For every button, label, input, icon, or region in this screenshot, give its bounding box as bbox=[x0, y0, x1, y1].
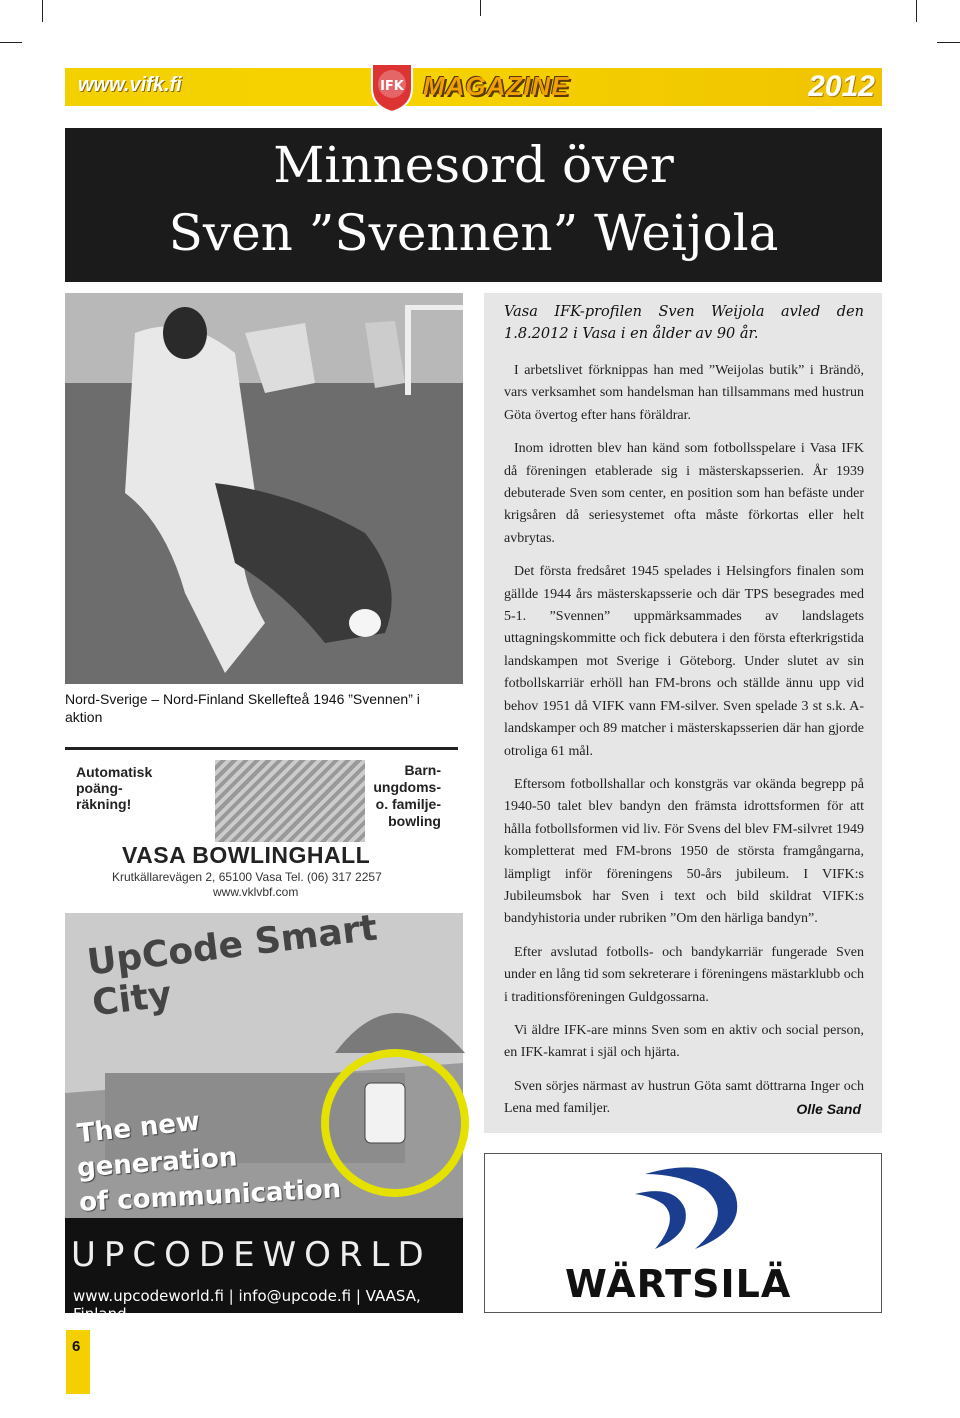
bowling-left-text: Automatisk poäng-räkning! bbox=[76, 764, 153, 812]
article-paragraph: Sven sörjes närmast av hustrun Göta samt döttrarna Inger och Lena med familjer. bbox=[504, 1078, 864, 1117]
bowling-website[interactable]: www.vklvbf.com bbox=[213, 885, 299, 899]
page-title-line2: Sven ”Svennen” Weijola bbox=[168, 204, 779, 262]
article-author: Olle Sand bbox=[796, 1101, 861, 1117]
bowling-address: Krutkällarevägen 2, 65100 Vasa Tel. (06) 317 2257 bbox=[112, 870, 382, 884]
year-label: 2012 bbox=[808, 70, 875, 103]
upcode-brand: UPCODEWORLD bbox=[71, 1235, 432, 1275]
wartsila-ad[interactable] bbox=[484, 1153, 882, 1313]
article-paragraph: Vi äldre IFK-are minns Sven som en aktiv och social person, en IFK-kamrat i själ och hjärta. bbox=[504, 1022, 864, 1061]
page-number-tab bbox=[66, 1330, 90, 1394]
upcode-tagline-2: generation bbox=[76, 1142, 239, 1184]
logo-text: IFK bbox=[380, 79, 404, 94]
article-paragraph: Efter avslutad fotbolls- och bandykarriär fungerade Sven under en lång tid som sekreterare i föreningens mästarklubb och i traditionsföreningen Guldgossarna. bbox=[504, 944, 864, 1005]
article-paragraph: Eftersom fotbollshallar och konstgräs var okända begrepp på 1940-50 talet blev bandyn den främsta idrottsformen för att hålla fotbollsformen vid liv. För Svens del blev FM-silvret 1949 kompletterat med FM-brons 1950 de största framgångarna, lämpligt inför föreningens 50-års jubileum. I VIFK:s Jubileumsbok har Sven i text och bild skildrat VIFK:s bandyhistoria under rubriken ”Om den härliga bandyn”. bbox=[504, 776, 864, 927]
photo-illustration bbox=[65, 293, 463, 684]
title-box bbox=[65, 128, 882, 282]
article-paragraph: Inom idrotten blev han känd som fotbollsspelare i Vasa IFK då föreningen etablerade sig i mästerskapsserien. År 1939 debuterade Sven som center, en position som han befäste under krigsåren då seriesystemet ofta måste förkortas eller helt avbrytas. bbox=[504, 441, 864, 546]
crop-mark bbox=[42, 0, 43, 22]
upcode-contact[interactable]: www.upcodeworld.fi | info@upcode.fi | VAASA, Finland bbox=[73, 1287, 421, 1323]
page-number: 6 bbox=[72, 1338, 81, 1355]
crop-mark bbox=[937, 42, 960, 43]
upcode-tagline-3: of communication bbox=[78, 1174, 342, 1218]
crop-mark bbox=[916, 0, 917, 22]
upcode-tagline-1: The new bbox=[75, 1106, 202, 1150]
article-lead: Vasa IFK-profilen Sven Weijola avled den 1.8.2012 i Vasa i en ålder av 90 år. bbox=[504, 304, 864, 342]
crop-mark bbox=[480, 0, 481, 16]
wartsila-name: WÄRTSILÄ bbox=[565, 1262, 792, 1306]
bowling-pins-image bbox=[215, 760, 365, 842]
bowling-hall-name: VASA BOWLINGHALL bbox=[122, 842, 371, 868]
football-photo bbox=[65, 293, 463, 684]
magazine-label: MAGAZINE bbox=[423, 71, 570, 101]
upcode-title: UpCode Smart City bbox=[85, 907, 380, 1025]
upcode-ad[interactable] bbox=[65, 907, 463, 1323]
page-title-line1: Minnesord över bbox=[273, 136, 674, 194]
crop-mark bbox=[0, 42, 22, 43]
wartsila-swoosh-icon bbox=[485, 1154, 881, 1264]
site-url[interactable]: www.vifk.fi bbox=[78, 74, 182, 96]
article-body bbox=[504, 360, 864, 1132]
article-paragraph: I arbetslivet förknippas han med ”Weijolas butik” i Brändö, vars verksamhet som handelsman han tillsammans med hustrun Göta övertog efter hans föräldrar. bbox=[504, 363, 864, 423]
photo-caption: Nord-Sverige – Nord-Finland Skellefteå 1946 ”Svennen” i aktion bbox=[65, 691, 420, 725]
article-paragraph: Det första fredsåret 1945 spelades i Helsingfors finalen som gällde 1944 års mästerskapsserie och där TPS besegrades med 5-1. ”Svennen” uppmärksammades av landslagets uttagningskommitte och fick debutera i den första efterkrigstida landskampen mot Sverige i Göteborg. Under slutet av sin fotbollskarriär erhöll han FM-brons och ställde ännu upp vid behov 1951 då VIFK vann FM-silver. Sven spelade 3 st s.k. A-landskamper och 89 matcher i mästerskapsserien där han gjorde otroliga 61 mål. bbox=[504, 564, 864, 759]
bowling-ad[interactable] bbox=[65, 747, 458, 902]
ifk-logo-icon bbox=[368, 60, 416, 114]
bowling-right-text: Barn-ungdoms-o. familje-bowling bbox=[373, 762, 441, 829]
